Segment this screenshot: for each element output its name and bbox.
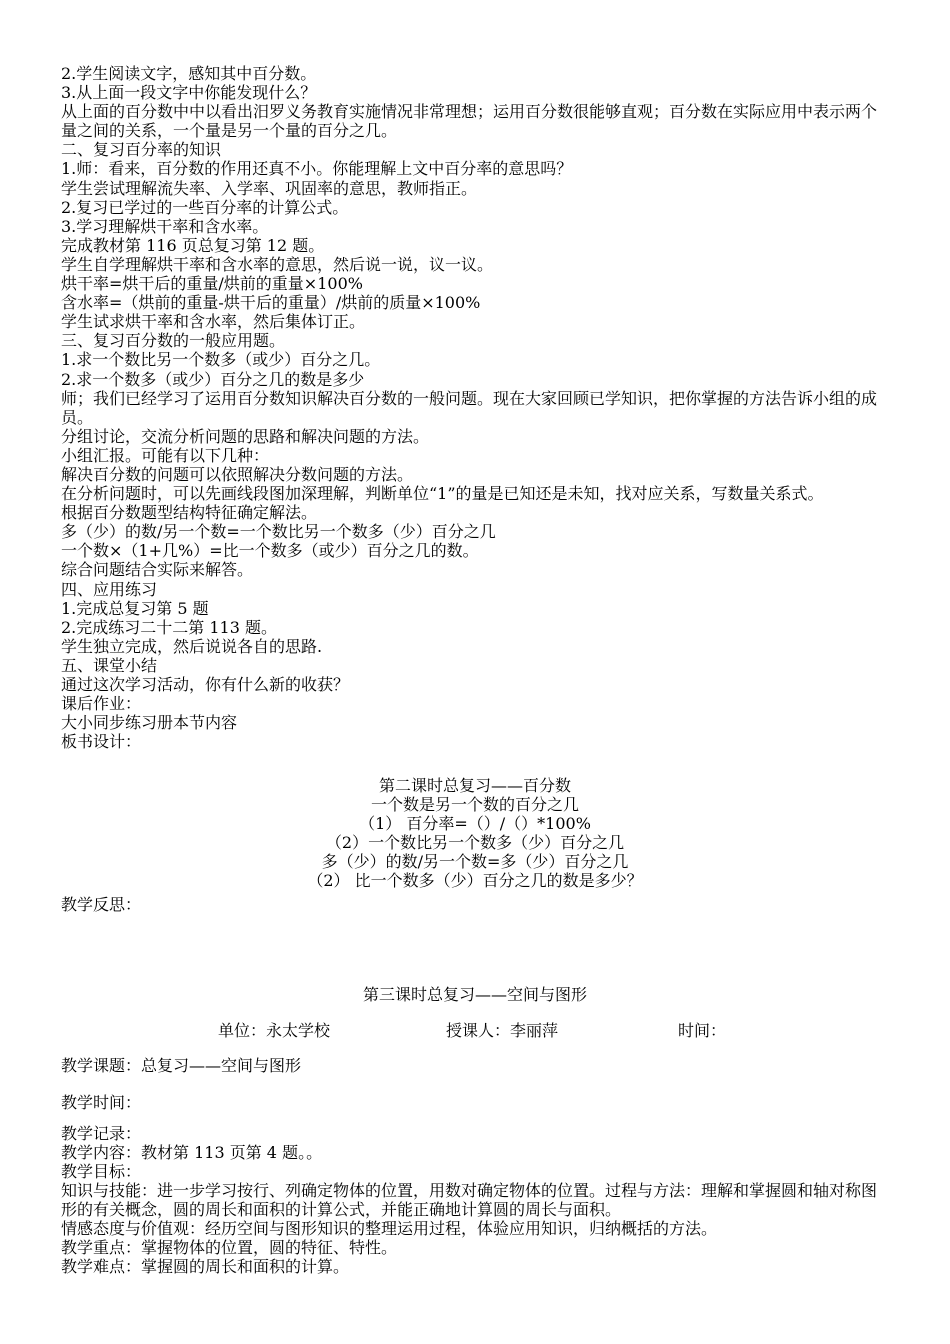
text-line: 大小同步练习册本节内容	[61, 713, 238, 733]
formula-line: 多（少）的数/另一个数=一个数比另一个数多（少）百分之几	[61, 522, 496, 542]
text-line: 1.求一个数比另一个数多（或少）百分之几。	[61, 350, 381, 370]
section-heading: 三、复习百分数的一般应用题。	[61, 331, 286, 351]
text-line: 完成教材第 116 页总复习第 12 题。	[61, 235, 325, 255]
board-line: 一个数是另一个数的百分之几	[370, 795, 579, 815]
formula-line: 烘干率=烘干后的重量/烘前的重量×100%	[61, 274, 363, 294]
lesson3-title: 第三课时总复习——空间与图形	[362, 985, 587, 1004]
text-line: 3.从上面一段文字中你能发现什么？	[61, 83, 317, 103]
text-line: 师；我们已经学习了运用百分数知识解决百分数的一般问题。现在大家回顾已学知识，把你掌握的方法告诉小组的成员。	[61, 388, 878, 427]
text-line: 1.完成总复习第 5 题	[61, 598, 209, 618]
text-line: 教学难点：掌握圆的周长和面积的计算。	[61, 1257, 350, 1276]
text-line: 教学重点：掌握物体的位置，圆的特征、特性。	[61, 1238, 398, 1257]
text-line: 板书设计：	[61, 732, 142, 752]
time-label: 时间：	[678, 1021, 727, 1040]
text-line: 学生自学理解烘干率和含水率的意思，然后说一说，议一议。	[61, 254, 494, 274]
text-line: 学生尝试理解流失率、入学率、巩固率的意思，教师指正。	[61, 178, 478, 198]
formula-line: 一个数×（1+几%）=比一个数多（或少）百分之几的数。	[61, 541, 479, 561]
text-line: 解决百分数的问题可以依照解决分数问题的方法。	[61, 464, 414, 484]
text-line: 小组汇报。可能有以下几种：	[61, 445, 270, 465]
teacher-label: 授课人：李丽萍	[446, 1021, 559, 1040]
text-line: 2.完成练习二十二第 113 题。	[61, 617, 277, 637]
lesson3-teaching-time: 教学时间：	[61, 1093, 142, 1112]
text-line: 2.求一个数多（或少）百分之几的数是多少	[61, 369, 365, 389]
section-heading: 五、课堂小结	[61, 655, 158, 675]
lesson2-body	[61, 64, 891, 751]
text-line: 教学目标：	[61, 1162, 142, 1181]
formula-line: 含水率=（烘前的重量-烘干后的重量）/烘前的质量×100%	[61, 293, 481, 313]
board-line: （1） 百分率=（）/（）*100%	[359, 814, 591, 834]
text-line: 从上面的百分数中中以看出汨罗义务教育实施情况非常理想；运用百分数很能够直观；百分数在实际应用中表示两个量之间的关系，一个量是另一个量的百分之几。	[61, 102, 878, 141]
text-line: 2.学生阅读文字，感知其中百分数。	[61, 64, 317, 83]
section-heading: 二、复习百分率的知识	[61, 140, 222, 160]
board-line: （2）一个数比另一个数多（少）百分之几	[325, 833, 625, 853]
text-line: 通过这次学习活动，你有什么新的收获？	[61, 675, 350, 694]
text-line: 分组讨论，交流分析问题的思路和解决问题的方法。	[61, 426, 430, 446]
text-line: 教学记录：	[61, 1124, 142, 1143]
board-design	[0, 776, 950, 891]
board-line: 多（少）的数/另一个数=多（少）百分之几	[321, 852, 629, 872]
text-line: 根据百分数题型结构特征确定解法。	[61, 503, 318, 523]
text-line: 情感态度与价值观：经历空间与图形知识的整理运用过程，体验应用知识，归纳概括的方法。	[61, 1219, 718, 1238]
lesson3-topic: 教学课题：总复习——空间与图形	[61, 1056, 302, 1075]
section-heading: 四、应用练习	[61, 579, 158, 599]
text-line: 在分析问题时，可以先画线段图加深理解，判断单位“1”的量是已知还是未知，找对应关系，写数量关系式。	[61, 484, 824, 504]
board-line: （2） 比一个数多（少）百分之几的数是多少？	[307, 871, 643, 891]
text-line: 课后作业：	[61, 694, 142, 714]
text-line: 3.学习理解烘干率和含水率。	[61, 216, 269, 236]
teaching-reflection: 教学反思：	[61, 895, 142, 914]
text-line: 1.师：看来，百分数的作用还真不小。你能理解上文中百分率的意思吗？	[61, 159, 573, 179]
unit-label: 单位：永太学校	[218, 1021, 331, 1040]
text-line: 学生试求烘干率和含水率，然后集体订正。	[61, 312, 366, 332]
board-title: 第二课时总复习——百分数	[378, 776, 571, 795]
text-line: 综合问题结合实际来解答。	[61, 560, 254, 580]
text-line: 2.复习已学过的一些百分率的计算公式。	[61, 197, 349, 217]
text-line: 教学内容：教材第 113 页第 4 题。。	[61, 1143, 323, 1162]
text-line: 学生独立完成，然后说说各自的思路.	[61, 636, 323, 656]
text-line: 知识与技能：进一步学习按行、列确定物体的位置，用数对确定物体的位置。过程与方法：理解和掌握圆和轴对称图形的有关概念，圆的周长和面积的计算公式，并能正确地计算圆的周长与面积。	[61, 1181, 878, 1219]
lesson3-body	[61, 1124, 891, 1276]
